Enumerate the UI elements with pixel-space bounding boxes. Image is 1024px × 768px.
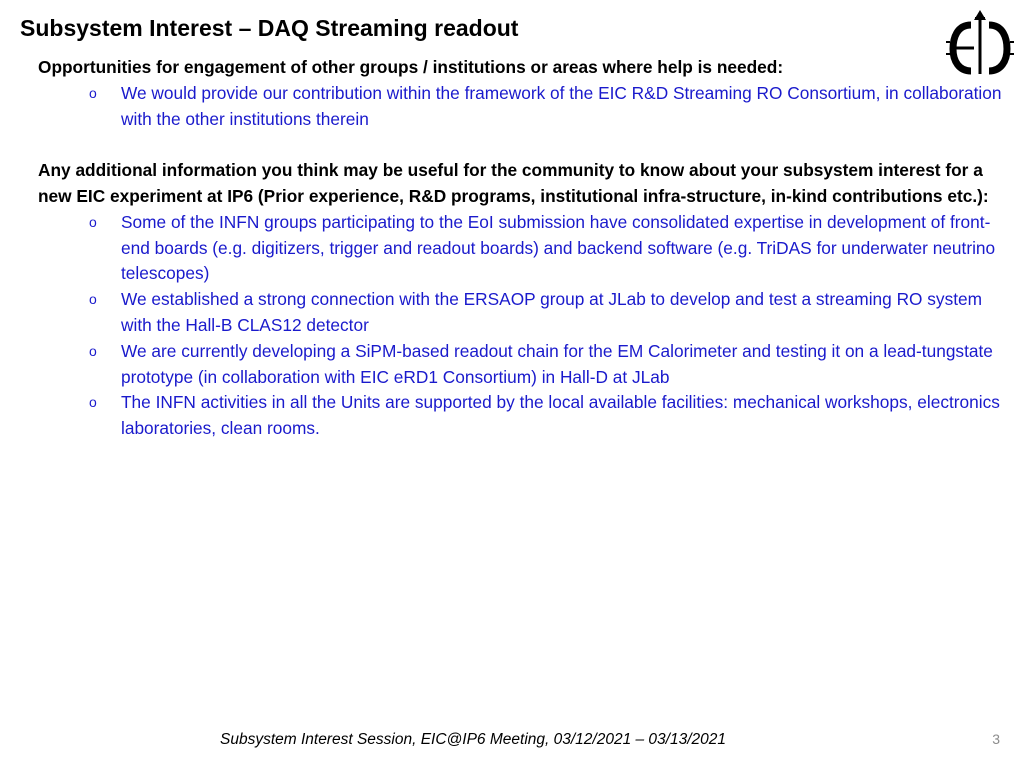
section-heading-additional-info: Any additional information you think may be useful for the community to know about your subsystem interest for a new EIC experiment at IP6 (Prior experience, R&D programs, institutional infra-structure, in-kind contributions etc.):: [38, 160, 989, 206]
bullet-text: We established a strong connection with the ERSAOP group at JLab to develop and test a streaming RO system with the Hall-B CLAS12 detector: [121, 289, 983, 335]
section-heading-opportunities: Opportunities for engagement of other groups / institutions or areas where help is needed:: [38, 57, 784, 77]
bullet-marker: o: [89, 342, 97, 359]
slide-title: Subsystem Interest – DAQ Streaming readout: [20, 15, 519, 41]
bullet-marker: o: [89, 394, 97, 411]
opportunities-list: [38, 81, 1010, 133]
bullet-text: We are currently developing a SiPM-based readout chain for the EM Calorimeter and testing it on a lead-tungstate prototype (in collaboration with EIC eRD1 Consortium) in Hall-D at JLab: [121, 340, 993, 387]
bullet-text: We would provide our contribution within the framework of the EIC R&D Streaming RO Consortium, in collaboration with the other institutions therein: [121, 82, 1002, 129]
additional-info-list: [38, 210, 1010, 442]
list-item: [38, 339, 1010, 391]
list-item: [38, 390, 1010, 442]
bullet-text: Some of the INFN groups participating to the EoI submission have consolidated expertise in development of front-end boards (e.g. digitizers, trigger and readout boards) and backend software (e.g. TriDAS for underwater neutrino telescopes): [121, 211, 996, 284]
bullet-marker: o: [89, 84, 97, 101]
list-item: [38, 287, 1010, 339]
bullet-marker: o: [89, 213, 97, 230]
page-number: 3: [992, 731, 1000, 747]
slide-footer: Subsystem Interest Session, EIC@IP6 Meeting, 03/12/2021 – 03/13/2021: [219, 731, 726, 748]
section-spacer: [38, 132, 1010, 158]
list-item: [38, 210, 1010, 287]
slide-content: [38, 55, 1010, 442]
list-item: [38, 81, 1010, 133]
bullet-marker: o: [89, 291, 97, 308]
bullet-text: The INFN activities in all the Units are supported by the local available facilities: mechanical workshops, electronics laboratories, clean rooms.: [121, 392, 1000, 439]
